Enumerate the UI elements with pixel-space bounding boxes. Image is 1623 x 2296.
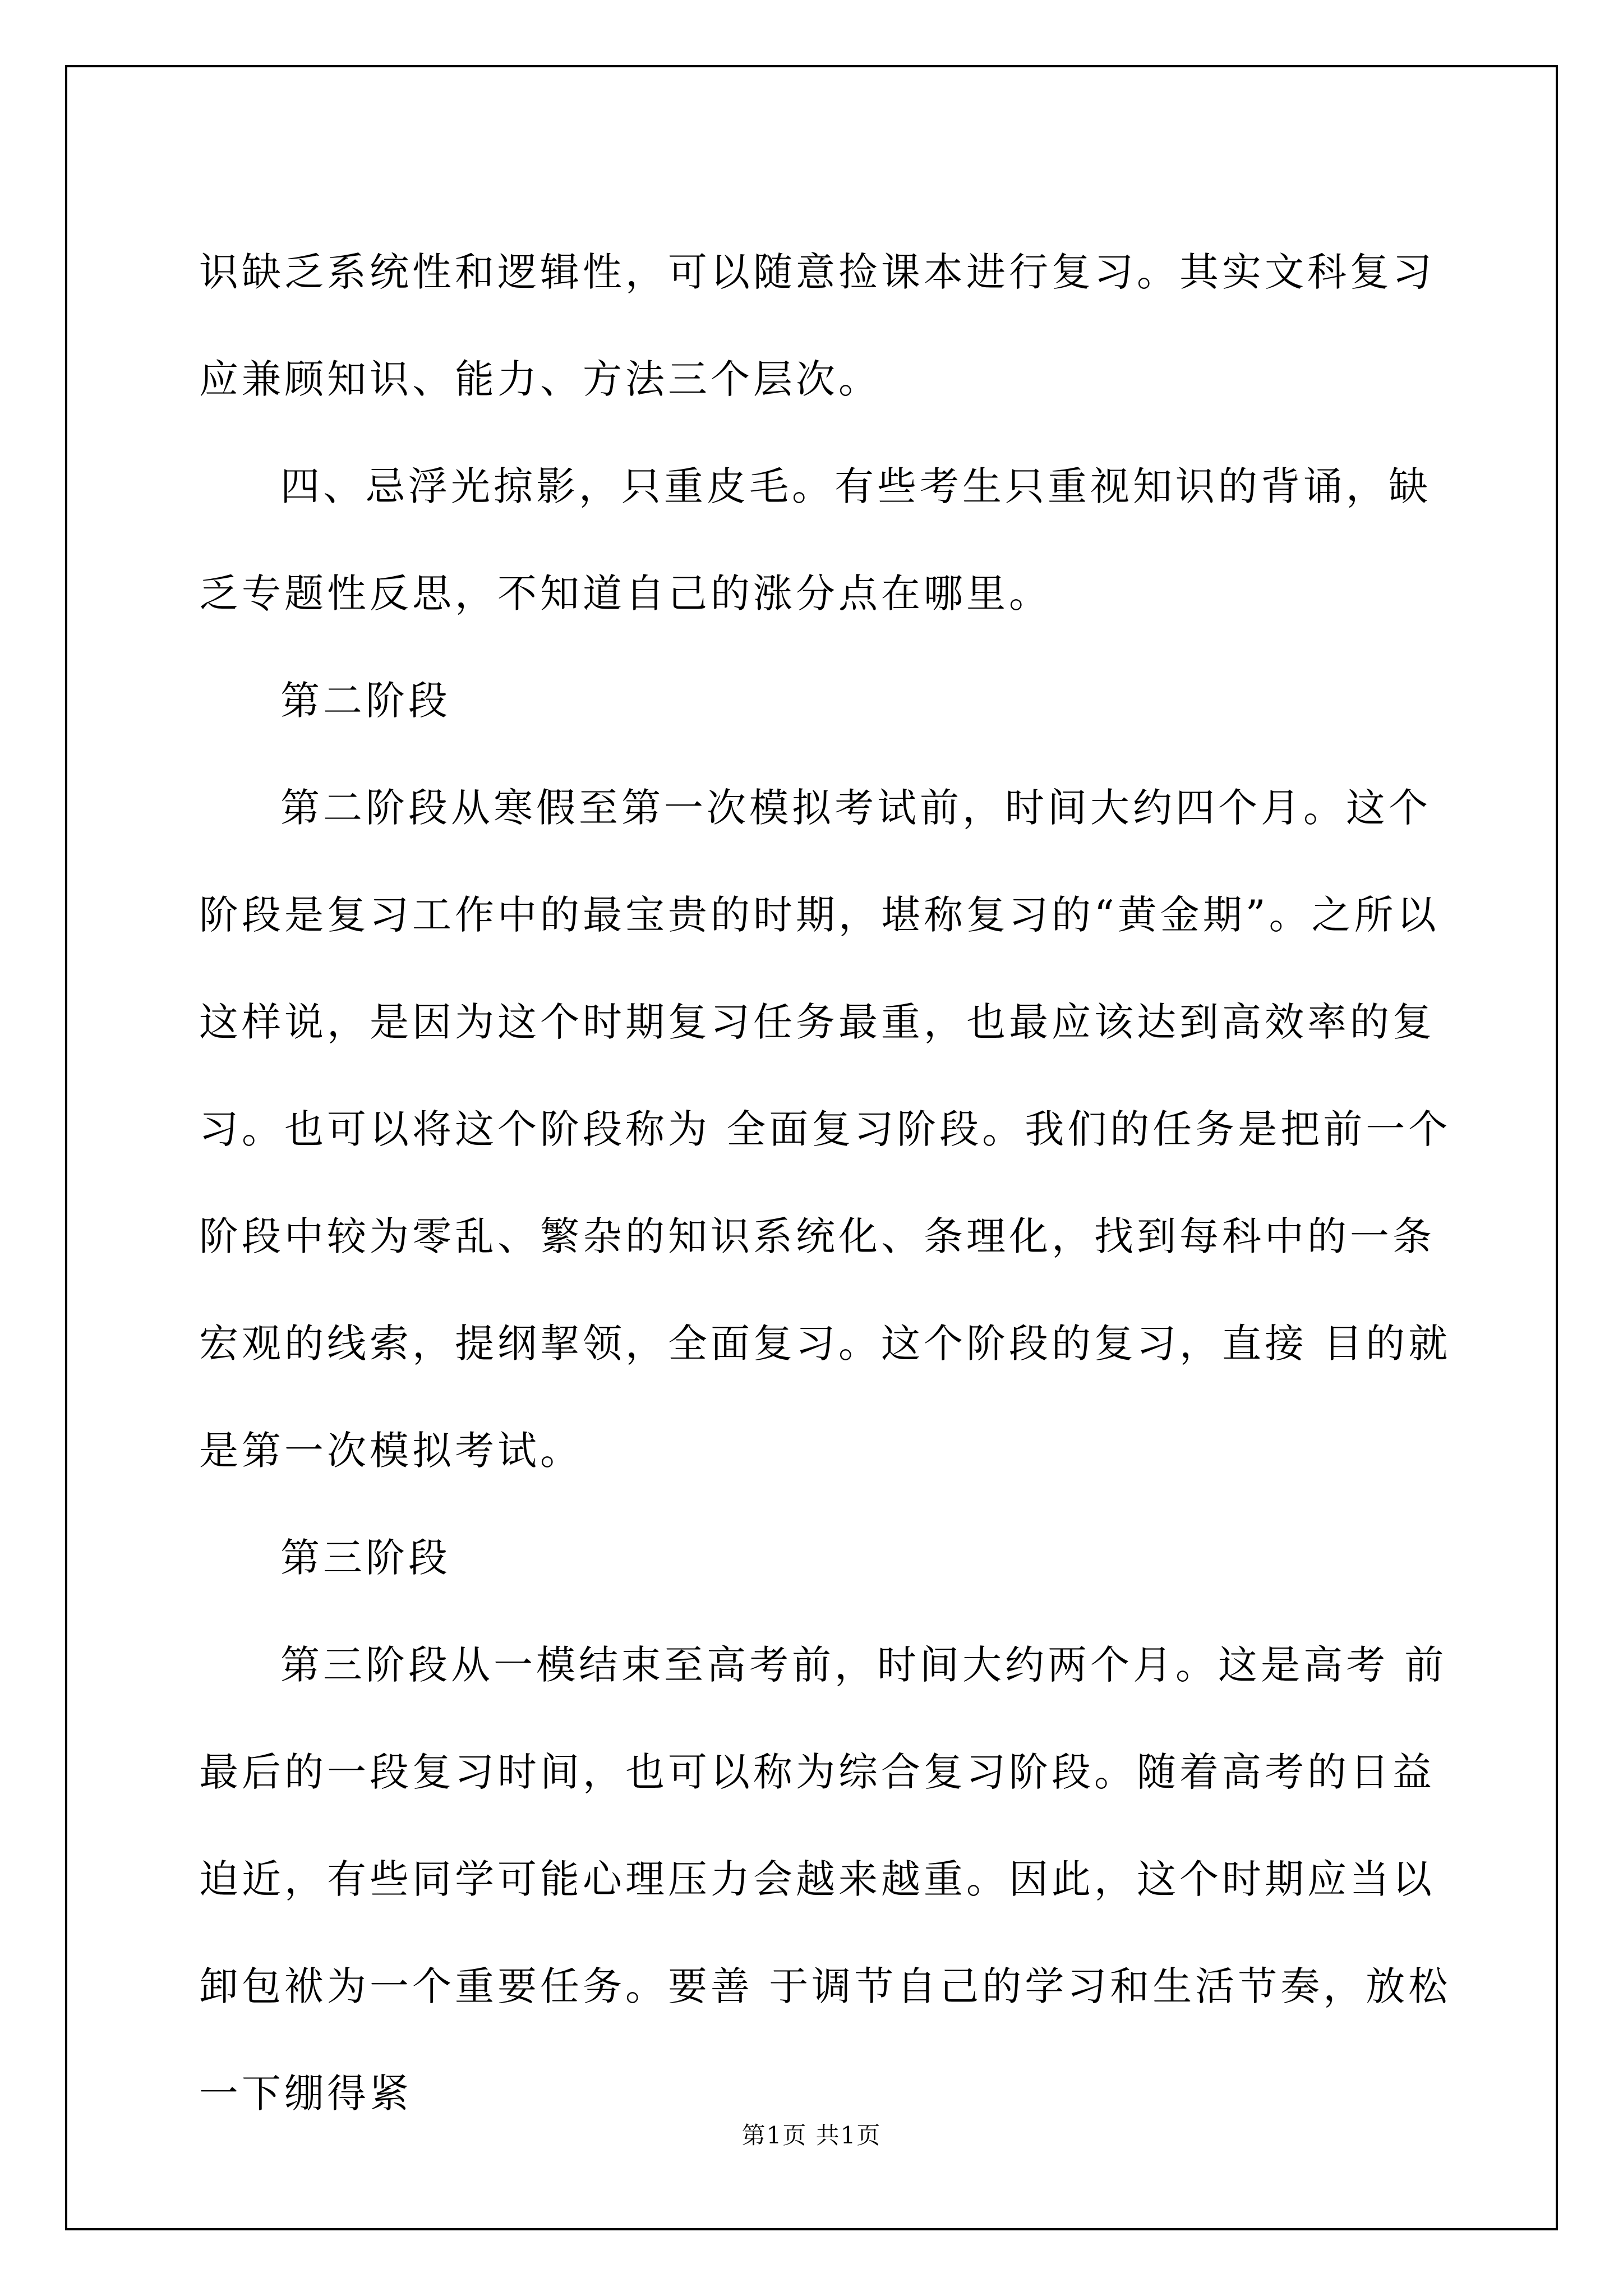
paragraph-2: 四、忌浮光掠影，只重皮毛。有些考生只重视知识的背诵，缺 乏专题性反思，不知道自己的涨分点在哪里。 (199, 463, 1447, 616)
paragraph-stage-two: 第二阶段从寒假至第一次模拟考试前，时间大约四个月。这个阶段是复习工作中的最宝贵的时期，堪称复习的“黄金期”。之所以这样说，是因为这个时期复习任务最重，也最应该达到高效率的复习。也可以将这个阶段称为 全面复习阶段。我们的任务是把前一个阶段中较为零乱、繁杂的知识系统化、条理化，找到每科中的一条宏观的线索，提纲挈领，全面复习。这个阶段的复习，直接 目的就是第一次模拟考试。 (199, 785, 1451, 1474)
paragraph-1: 识缺乏系统性和逻辑性，可以随意捡课本进行复习。其实文科复习应兼顾知识、能力、方法三个层次。 (199, 249, 1435, 402)
section-heading-stage-two: 第二阶段 (280, 678, 451, 724)
section-heading-stage-three: 第三阶段 (280, 1535, 451, 1581)
page-footer: 第1页 共1页 (741, 2122, 882, 2149)
document-body (199, 219, 1461, 2147)
paragraph-stage-three: 第三阶段从一模结束至高考前，时间大约两个月。这是高考 前最后的一段复习时间，也可以称为综合复习阶段。随着高考的日益迫近，有些同学可能心理压力会越来越重。因此，这个时期应当以卸包袱为一个重要任务。要善 于调节自己的学习和生活节奏，放松一下绷得紧 (199, 1642, 1451, 2116)
